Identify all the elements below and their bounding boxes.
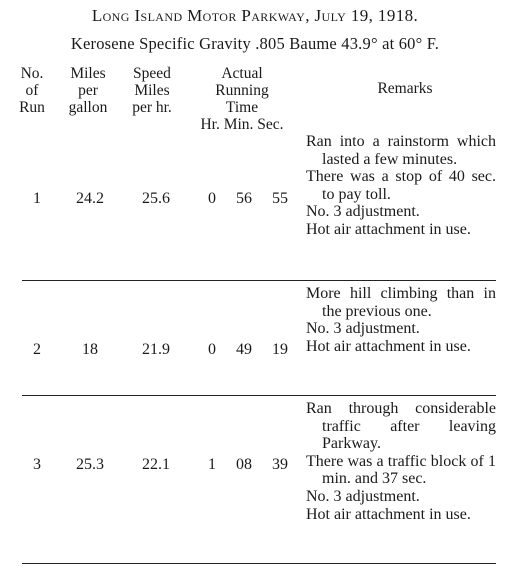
remark-line: No. 3 adjustment.	[306, 487, 420, 505]
header-remarks: Remarks	[377, 80, 433, 97]
time-hours: 0	[208, 341, 216, 358]
time-hours: 0	[208, 190, 216, 207]
speed-mph: 21.9	[142, 341, 170, 358]
header-speed	[120, 65, 184, 116]
remark-line: More hill climbing than in the previous one.	[306, 285, 496, 320]
run-number: 1	[33, 190, 41, 207]
remark-line: Ran through considerable traffic after leaving Parkway.	[306, 400, 496, 453]
remark-line: There was a stop of 40 sec. to pay toll.	[306, 168, 496, 203]
row-divider	[22, 395, 496, 396]
header-speed-line: Speed	[133, 65, 171, 82]
remark-line: No. 3 adjustment.	[306, 203, 420, 221]
time-seconds: 39	[272, 456, 288, 473]
header-run-line: Run	[19, 99, 45, 116]
run-remarks	[306, 400, 496, 523]
header-run	[10, 65, 54, 116]
run-number: 2	[33, 341, 41, 358]
time-seconds: 55	[272, 190, 288, 207]
header-speed-line: Miles	[134, 82, 170, 99]
header-run-line: of	[25, 82, 39, 99]
header-time-subcolumns: Hr. Min. Sec.	[200, 116, 284, 133]
header-mpg-line: Miles	[70, 65, 106, 82]
run-number: 3	[33, 456, 41, 473]
time-minutes: 49	[236, 341, 252, 358]
miles-per-gallon: 18	[82, 341, 98, 358]
time-hours: 1	[208, 456, 216, 473]
header-time	[188, 65, 296, 133]
header-time-line: Actual	[221, 65, 263, 82]
miles-per-gallon: 24.2	[76, 190, 104, 207]
remark-line: There was a traffic block of 1 min. and 37 sec.	[306, 452, 496, 488]
header-run-line: No.	[20, 65, 44, 82]
header-time-line: Time	[225, 99, 259, 116]
remark-line: Hot air attachment in use.	[306, 220, 471, 238]
time-seconds: 19	[272, 341, 288, 358]
header-mpg	[56, 65, 120, 116]
header-mpg-line: gallon	[68, 99, 108, 116]
miles-per-gallon: 25.3	[76, 456, 104, 473]
remark-line: Hot air attachment in use.	[306, 337, 471, 355]
table-bottom-rule	[22, 563, 496, 564]
run-remarks	[306, 133, 496, 239]
speed-mph: 25.6	[142, 190, 170, 207]
fuel-spec-subtitle: Kerosene Specific Gravity .805 Baume 43.9° at 60° F.	[70, 34, 440, 53]
header-time-line: Running	[215, 82, 269, 99]
remark-line: Ran into a rainstorm which lasted a few minutes.	[306, 133, 496, 168]
remark-line: No. 3 adjustment.	[306, 320, 420, 338]
page-title: Long Island Motor Parkway, July 19, 1918.	[91, 6, 419, 25]
time-minutes: 56	[236, 190, 252, 207]
remark-line: Hot air attachment in use.	[306, 505, 471, 523]
time-minutes: 08	[236, 456, 252, 473]
header-speed-line: per hr.	[132, 99, 172, 116]
run-remarks	[306, 285, 496, 355]
speed-mph: 22.1	[142, 456, 170, 473]
row-divider	[22, 280, 496, 281]
header-mpg-line: per	[78, 82, 98, 99]
